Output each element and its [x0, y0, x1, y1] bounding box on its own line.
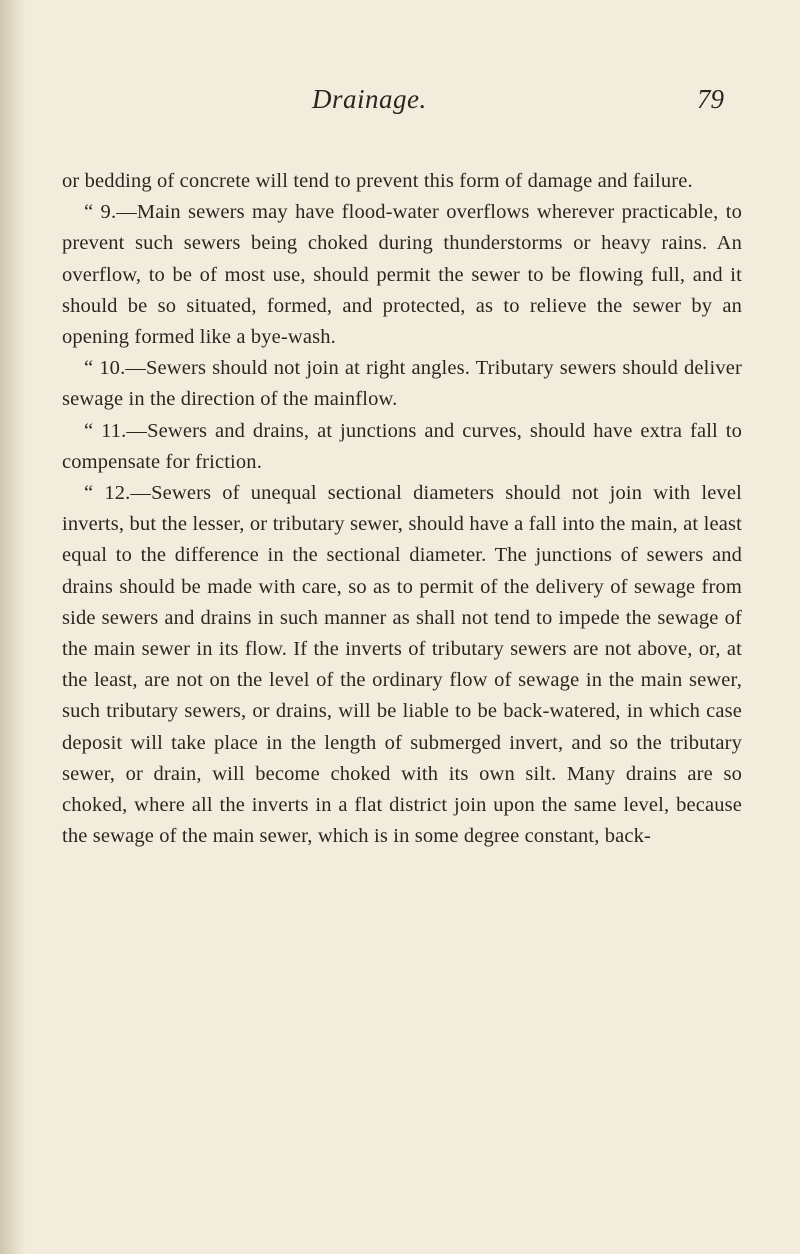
body-text — [62, 166, 742, 852]
paragraph-rule-10: “ 10.—Sewers should not join at right angles. Tributary sewers should deliver sewage in the direction of the mainflow. — [62, 357, 742, 411]
paragraph-rule-9: “ 9.—Main sewers may have flood-water overflows wherever practicable, to prevent such sewers being choked during thunderstorms or heavy rains. An overflow, to be of most use, should permit the sewer to be flowing full, and it should be so situated, formed, and protected, as to relieve the sewer by an opening formed like a bye-wash. — [62, 201, 742, 349]
paragraph-rule-12: “ 12.—Sewers of unequal sectional diameters should not join with level inverts, but the lesser, or tributary sewer, should have a fall into the main, at least equal to the difference in the sectional diameter. The junctions of sewers and drains should be made with care, so as to permit of the delivery of sewage from side sewers and drains in such manner as shall not tend to impede the sewage of the main sewer in its flow. If the inverts of tributary sewers are not above, or, at the least, are not on the level of the ordinary flow of sewage in the main sewer, such tributary sewers, or drains, will be liable to be back-watered, in which case deposit will take place in the length of submerged invert, and so the tributary sewer, or drain, will become choked with its own silt. Many drains are so choked, where all the inverts in a flat district join upon the same level, because the sewage of the main sewer, which is in some degree constant, back- — [62, 482, 742, 848]
running-title: Drainage. — [312, 84, 427, 114]
page-number: 79 — [697, 84, 724, 114]
paragraph-rule-11: “ 11.—Sewers and drains, at junctions and curves, should have extra fall to compensate for friction. — [62, 419, 742, 473]
book-page — [62, 78, 742, 852]
paragraph-continuation: or bedding of concrete will tend to prevent this form of damage and failure. — [62, 170, 693, 192]
page-binding-edge — [0, 0, 26, 1254]
running-header — [62, 78, 742, 128]
